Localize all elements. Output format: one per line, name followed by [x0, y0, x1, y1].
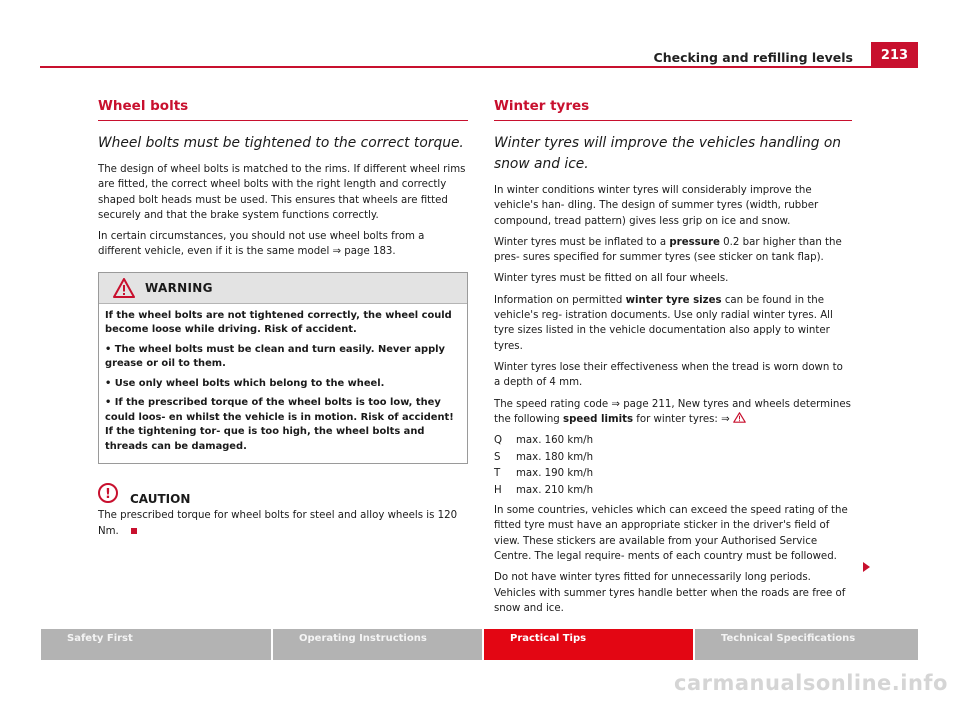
footer-tab-practical-tips[interactable]: Practical Tips: [484, 629, 693, 660]
speed-limit: max. 160 km/h: [516, 435, 594, 447]
caution-icon: !: [98, 483, 118, 503]
footer-tab-safety-first[interactable]: Safety First: [41, 629, 271, 660]
speed-limit: max. 180 km/h: [516, 451, 594, 463]
speed-row: [494, 466, 593, 483]
paragraph: Winter tyres must be fitted on all four wheels.: [494, 273, 729, 285]
warning-body: [99, 304, 467, 464]
header-rule: [40, 66, 918, 68]
speed-code: S: [494, 451, 501, 463]
paragraph: Winter tyres lose their effectiveness when the tread is worn down to a depth of 4 mm.: [494, 361, 843, 389]
paragraph: Do not have winter tyres fitted for unnecessarily long periods. Vehicles with summer tyres handle better when the roads are free of snow and ice.: [494, 572, 846, 614]
paragraph: Winter tyres must be inflated to a pressure 0.2 bar higher than the pres- sures specified for summer tyres (see sticker on tank flap).: [494, 236, 842, 264]
caution-label: CAUTION: [130, 492, 191, 507]
caution-text: The prescribed torque for wheel bolts for steel and alloy wheels is 120 Nm.: [98, 510, 458, 537]
warning-bullet: • If the prescribed torque of the wheel bolts is too low, they could loos- en whilst the vehicle is in motion. Risk of accident! If the tightening tor- que is too high, the wheel bolts and threads can be damaged.: [105, 397, 454, 452]
section-title-winter-tyres: Winter tyres: [494, 98, 852, 121]
caution-header: [98, 482, 468, 507]
section-end-mark: [131, 528, 137, 534]
speed-row: [494, 450, 593, 467]
warning-triangle-icon: [733, 412, 746, 423]
warning-triangle-icon: [113, 278, 135, 298]
section-subtitle: Wheel bolts must be tightened to the correct torque.: [98, 135, 464, 151]
continue-arrow-icon: [863, 562, 870, 572]
left-column: [98, 98, 468, 545]
watermark: carmanualsonline.info: [674, 671, 948, 695]
warning-intro: If the wheel bolts are not tightened correctly, the wheel could become loose while driving. Risk of accident.: [105, 309, 452, 336]
speed-code: H: [494, 484, 502, 496]
paragraph: The speed rating code ⇒ page 211, New tyres and wheels determines the following speed limits for winter tyres: ⇒: [494, 398, 851, 425]
section-subtitle: Winter tyres will improve the vehicles handling on snow and ice.: [494, 135, 842, 172]
footer-tab-operating-instructions[interactable]: Operating Instructions: [273, 629, 482, 660]
footer-nav: [41, 629, 918, 660]
paragraph: Information on permitted winter tyre sizes can be found in the vehicle's reg- istration documents. Use only radial winter tyres. All tyre sizes listed in the vehicle documentation also apply to winter tyres.: [494, 294, 833, 352]
speed-limit: max. 210 km/h: [516, 484, 594, 496]
paragraph: In winter conditions winter tyres will considerably improve the vehicle's han- dling. The design of summer tyres (width, rubber compound, tread pattern) gives less grip on ice and snow.: [494, 185, 819, 227]
speed-code: T: [494, 468, 501, 480]
warning-bullet: • Use only wheel bolts which belong to the wheel.: [105, 377, 385, 389]
warning-bullet: • The wheel bolts must be clean and turn easily. Never apply grease or oil to them.: [105, 343, 445, 370]
header-title: Checking and refilling levels: [653, 50, 853, 65]
warning-box: [98, 272, 468, 465]
paragraph: In certain circumstances, you should not use wheel bolts from a different vehicle, even if it is the same model ⇒ page 183.: [98, 231, 425, 258]
speed-row: [494, 483, 593, 500]
footer-tab-technical-specifications[interactable]: Technical Specifications: [695, 629, 918, 660]
paragraph: In some countries, vehicles which can exceed the speed rating of the fitted tyre must have an appropriate sticker in the driver's field of view. These stickers are available from your Authorised Service Centre. The legal require- ments of each country must be followed.: [494, 505, 848, 563]
section-title-wheel-bolts: Wheel bolts: [98, 98, 468, 121]
speed-limit: max. 190 km/h: [516, 468, 594, 480]
speed-rating-table: [494, 433, 593, 499]
warning-header: [99, 273, 467, 304]
speed-code: Q: [494, 435, 503, 447]
right-column: [494, 98, 852, 622]
warning-label: WARNING: [145, 280, 213, 295]
speed-row: [494, 433, 593, 450]
caution-block: [98, 482, 468, 539]
paragraph: The design of wheel bolts is matched to the rims. If different wheel rims are fitted, the correct wheel bolts with the right length and correctly shaped bolt heads must be used. This ensures that wheels are fitted securely and that the brake system functions correctly.: [98, 164, 466, 221]
page-number: 213: [871, 42, 918, 68]
